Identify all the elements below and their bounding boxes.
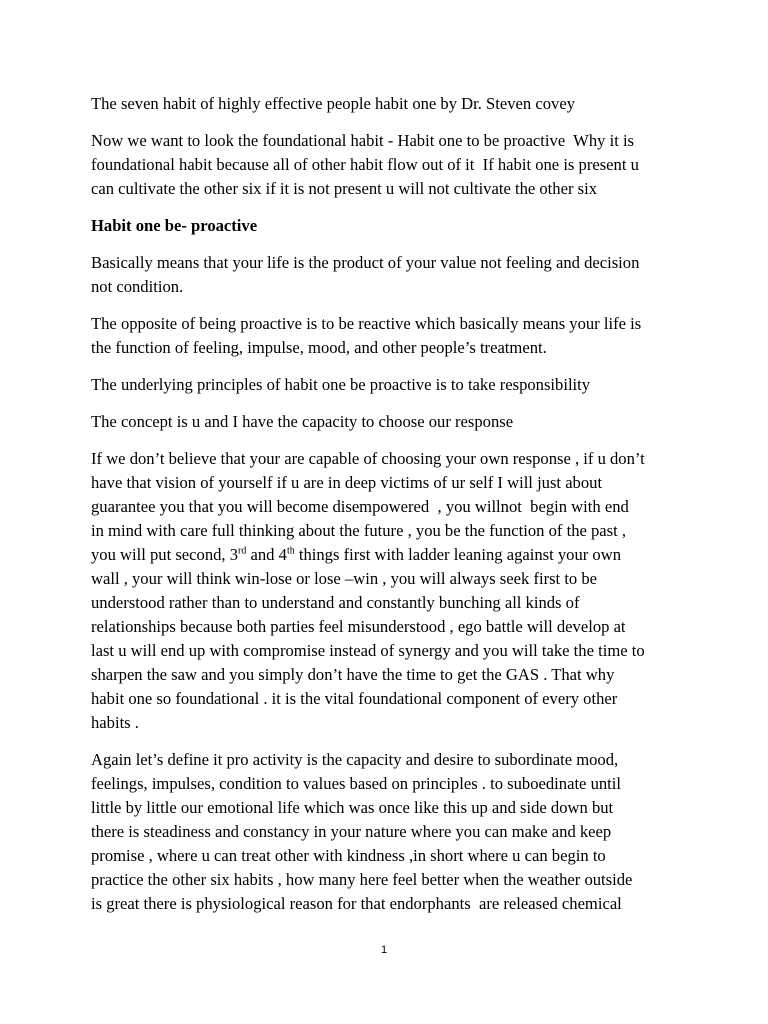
text-line: practice the other six habits , how many here feel better when the weather outside	[91, 870, 633, 889]
paragraph	[91, 748, 691, 916]
text-line: the function of feeling, impulse, mood, and other people’s treatment.	[91, 338, 547, 357]
text-line: relationships because both parties feel misunderstood , ego battle will develop at	[91, 617, 626, 636]
ordinal-suffix: rd	[238, 545, 247, 557]
text-line: last u will end up with compromise instead of synergy and you will take the time to	[91, 641, 645, 660]
text-line: promise , where u can treat other with kindness ,in short where u can begin to	[91, 846, 606, 865]
text-line: Again let’s define it pro activity is the capacity and desire to subordinate mood,	[91, 750, 619, 769]
section-heading	[91, 214, 691, 238]
text-line: If we don’t believe that your are capable of choosing your own response , if u don’t	[91, 449, 645, 468]
text-line: The underlying principles of habit one be proactive is to take responsibility	[91, 375, 591, 394]
text-line: you will put second, 3rd and 4th things first with ladder leaning against your own	[91, 545, 622, 564]
text-line: Now we want to look the foundational habit - Habit one to be proactive Why it is	[91, 131, 635, 150]
text-line: The concept is u and I have the capacity to choose our response	[91, 412, 514, 431]
paragraph	[91, 129, 691, 201]
text-line: habits .	[91, 713, 139, 732]
text-line: The opposite of being proactive is to be reactive which basically means your life is	[91, 314, 642, 333]
text-line: Habit one be- proactive	[91, 216, 258, 235]
ordinal-suffix: th	[286, 545, 295, 557]
text-line: habit one so foundational . it is the vital foundational component of every other	[91, 689, 618, 708]
page-number: 1	[380, 944, 388, 956]
text-line: guarantee you that you will become disempowered , you willnot begin with end	[91, 497, 629, 516]
text-line: there is steadiness and constancy in your nature where you can make and keep	[91, 822, 612, 841]
text-line: not condition.	[91, 277, 184, 296]
text-line: feelings, impulses, condition to values based on principles . to suboedinate until	[91, 774, 621, 793]
text-line: little by little our emotional life which was once like this up and side down but	[91, 798, 614, 817]
text-line: is great there is physiological reason for that endorphants are released chemical	[91, 894, 622, 913]
text-line: The seven habit of highly effective people habit one by Dr. Steven covey	[91, 94, 575, 113]
text-line: sharpen the saw and you simply don’t have the time to get the GAS . That why	[91, 665, 615, 684]
paragraph	[91, 410, 691, 434]
paragraph	[91, 373, 691, 397]
text-line: have that vision of yourself if u are in deep victims of ur self I will just about	[91, 473, 603, 492]
text-line: Basically means that your life is the product of your value not feeling and decision	[91, 253, 640, 272]
text-line: in mind with care full thinking about the future , you be the function of the past ,	[91, 521, 627, 540]
paragraph	[91, 92, 691, 116]
text-line: understood rather than to understand and constantly bunching all kinds of	[91, 593, 580, 612]
text-line: foundational habit because all of other habit flow out of it If habit one is present u	[91, 155, 639, 174]
text-line: can cultivate the other six if it is not present u will not cultivate the other six	[91, 179, 597, 198]
paragraph	[91, 447, 691, 735]
text-line: wall , your will think win-lose or lose –win , you will always seek first to be	[91, 569, 598, 588]
document-page	[91, 92, 691, 929]
paragraph	[91, 312, 691, 360]
paragraph	[91, 251, 691, 299]
